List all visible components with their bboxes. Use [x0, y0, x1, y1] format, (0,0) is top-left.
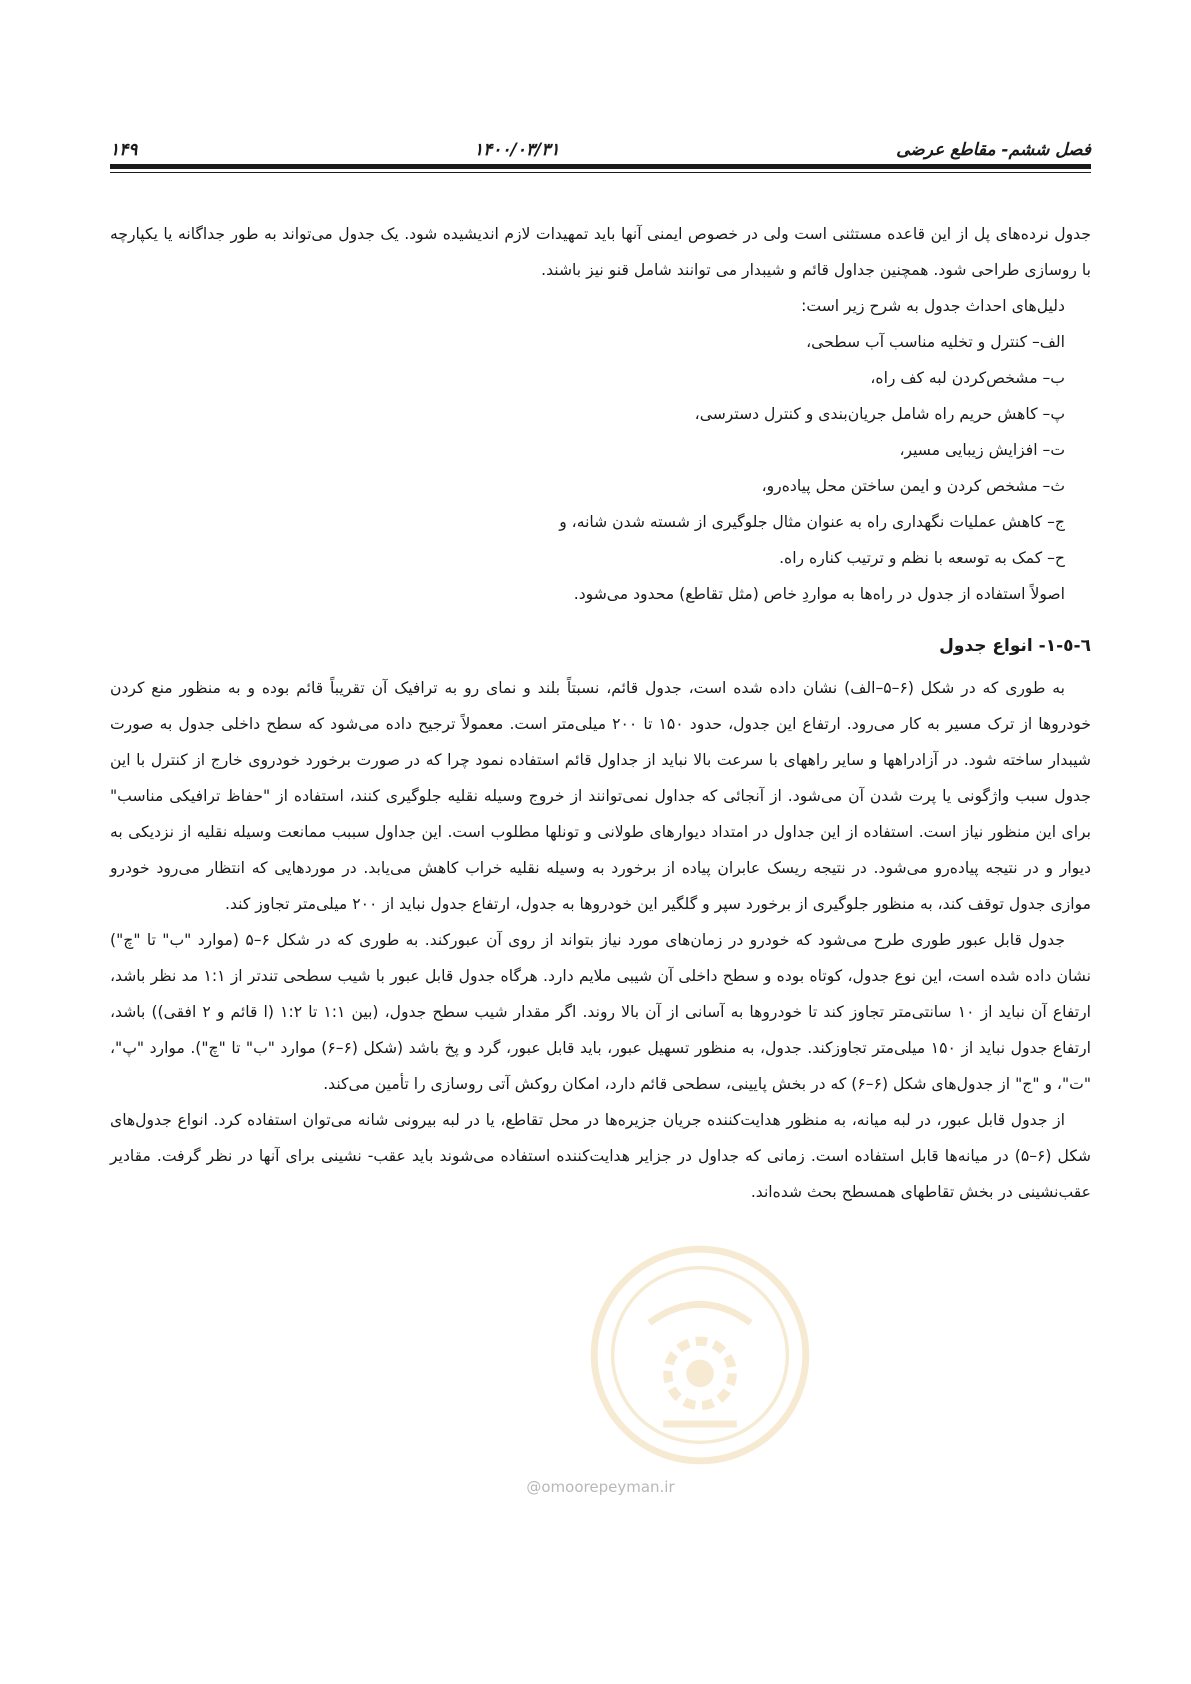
watermark-logo-icon	[585, 1240, 815, 1470]
page-header	[110, 128, 1091, 160]
chapter-title: فصل ششم- مقاطع عرضی	[896, 140, 1091, 160]
list-item: ث– مشخص کردن و ایمن ساختن محل پیاده‌رو،	[761, 477, 1065, 495]
paragraph-vertical-curb: به طوری که در شکل (۶–۵–الف) نشان داده شده است، جدول قائم، نسبتاً بلند و نمای رو به ترافیک آن تقریباً قائم بوده و به منظور منع کردن خودروها از ترک مسیر به کار می‌رود. ارتفاع این جدول، حدود ۱۵۰ تا ۲۰۰ میلی‌متر است. معمولاً ترجیح داده می‌شود که سطح داخلی جدول به صورت شیبدار ساخته شود. در آزادراهها و سایر راههای با سرعت بالا نباید از جداول قائم استفاده نمود چرا که در صورت برخورد خودروی خارج از کنترل با این جدول سبب واژگونی یا پرت شدن آن می‌شود. از آنجائی که جداول نمی‌توانند از خروج وسیله نقلیه جلوگیری کنند، استفاده از "حفاظ ترافیکی مناسب" برای این منظور نیاز است. استفاده از این جداول در امتداد دیوارهای طولانی و تونلها مطلوب است. این جداول سببب ممانعت وسیله نقلیه از نزدیکی به دیوار و در نتیجه پیاده‌رو می‌شود. در نتیجه ریسک عابران پیاده از برخورد به وسیله نقلیه خراب کاهش می‌یابد. در موردهایی که انتظار می‌رود خودرو موازی جدول توقف کند، به منظور جلوگیری از برخورد سپر و گلگیر این خودروها به جدول، ارتفاع جدول نباید از ۲۰۰ میلی‌متر تجاوز کند.	[110, 679, 1091, 913]
document-page	[110, 0, 1091, 1684]
paragraph-curb-usage: از جدول قابل عبور، در لبه میانه، به منظور هدایت‌کننده جریان جزیره‌ها در محل تقاطع، یا در لبه بیرونی شانه می‌توان استفاده کرد. انواع جدول‌های شکل (۶–۵) در میانه‌ها قابل استفاده است. زمانی که جداول در جزایر هدایت‌کننده استفاده می‌شوند باید عقب- نشینی برای آنها در نظر گرفت. مقادیر عقب‌نشینی در بخش تقاطهای همسطح بحث شده‌اند.	[110, 1111, 1091, 1201]
header-date: ۱۴۰۰/۰۳/۳۱	[474, 140, 560, 160]
page-body	[110, 216, 1091, 1210]
paragraph-bridge-rails: جدول نرده‌های پل از این قاعده مستثنی است ولی در خصوص ایمنی آنها باید تمهیدات لازم اندیشیده شود. یک جدول می‌تواند به طور جداگانه یا یکپارچه با روسازی طراحی شود. همچنین جداول قائم و شیبدار می توانند شامل قنو نیز باشند.	[110, 225, 1091, 279]
list-item: ح– کمک به توسعه با نظم و ترتیب کناره راه.	[779, 549, 1065, 567]
reasons-intro: دلیل‌های احداث جدول به شرح زیر است:	[801, 297, 1065, 315]
header-rule-thick	[110, 164, 1091, 169]
page-number: ۱۴۹	[110, 140, 138, 160]
list-item: ب– مشخص‌کردن لبه کف راه،	[870, 369, 1065, 387]
list-item: ج– کاهش عملیات نگهداری راه به عنوان مثال جلوگیری از شسته شدن شانه، و	[559, 513, 1065, 531]
list-item: ت– افزایش زیبایی مسیر،	[899, 441, 1065, 459]
reasons-list	[110, 324, 1091, 576]
watermark-url: @omoorepeyman.ir	[526, 1478, 675, 1496]
list-item: الف– کنترل و تخلیه مناسب آب سطحی،	[806, 333, 1065, 351]
list-item: پ– کاهش حریم راه شامل جریان‌بندی و کنترل دسترسی،	[694, 405, 1065, 423]
reasons-closing: اصولاً استفاده از جدول در راه‌ها به مواردِ خاص (مثل تقاطع) محدود می‌شود.	[573, 585, 1065, 603]
section-heading: ٦-٥-١- انواع جدول	[939, 636, 1091, 656]
header-rule-thin	[110, 172, 1091, 173]
paragraph-mountable-curb: جدول قابل عبور طوری طرح می‌شود که خودرو در زمان‌های مورد نیاز بتواند از روی آن عبورکند. به طوری که در شکل ۶–۵ (موارد "ب" تا "چ") نشان داده شده است، این نوع جدول، کوتاه بوده و سطح داخلی آن شیبی ملایم دارد. هرگاه جدول قابل عبور با شیب سطحی تندتر از ۱:۱ مد نظر باشد، ارتفاع آن نباید از ۱۰ سانتی‌متر تجاوز کند تا خودروها به آسانی از آن بالا روند. اگر مقدار شیب سطح جدول، (بین ۱:۱ تا ۱:۲ (ا قائم و ۲ افقی)) باشد، ارتفاع جدول نباید از ۱۵۰ میلی‌متر تجاوزکند. جدول، به منظور تسهیل عبور، باید قابل عبور، گرد و پخ باشد (شکل (۶–۶) موارد "ب" تا "چ"). موارد "پ"، "ت"، و "ج" از جدول‌های شکل (۶–۶) که در بخش پایینی، سطحی قائم دارد، امکان روکش آتی روسازی را تأمین می‌کند.	[110, 931, 1091, 1093]
